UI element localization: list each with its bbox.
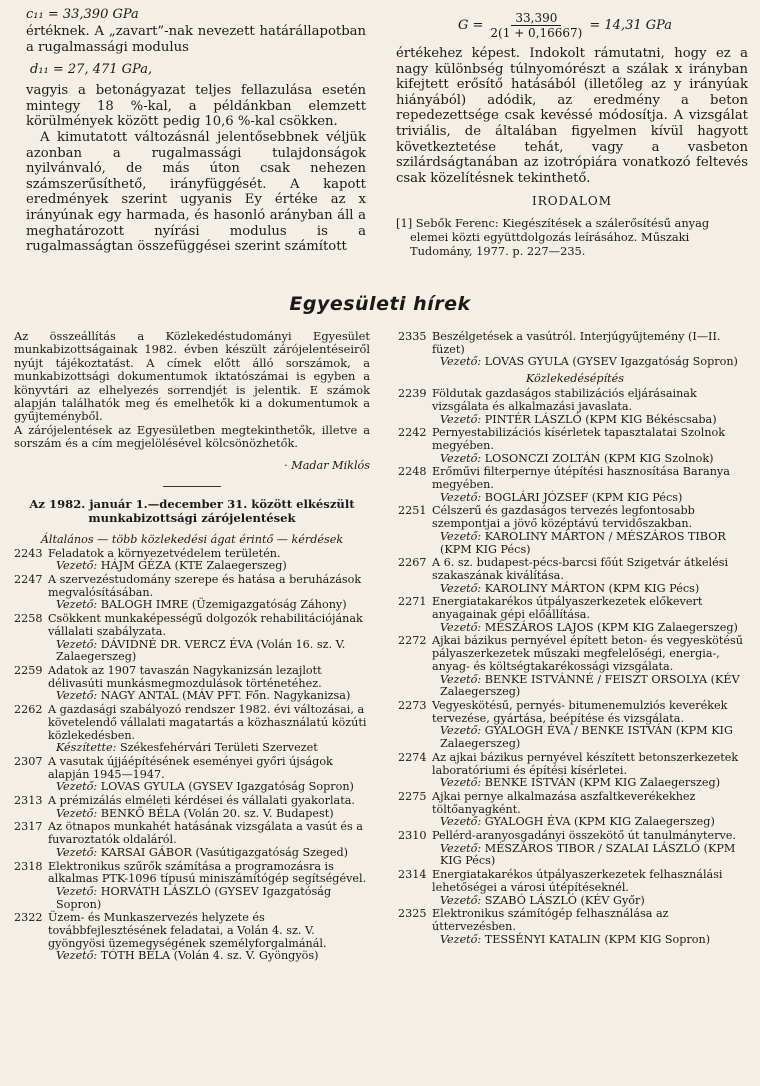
report-leader [432,453,752,466]
report-title: Adatok az 1907 tavaszán Nagykanizsán lezajlott délivasúti munkásmegmozdulások történetéhez. [48,663,322,690]
leader-name: GYALOGH ÉVA (KPM KIG Zalaegerszeg) [484,815,715,829]
leader-name: GYALOGH ÉVA / BENKE ISTVÁN (KPM KIG Zalaegerszeg) [440,724,733,751]
report-entry [398,791,752,829]
report-entry [14,756,370,794]
report-entry [398,596,752,634]
report-title: Energiatakarékos útpályaszerkezetek felhasználási lehetőségei a városi útépítéseknél. [432,868,723,894]
report-entry [398,388,752,426]
report-leader [432,492,752,505]
article-paragraph: értéknek. A „zavart”-nak nevezett határállapotban a rugalmassági modulus [26,24,366,55]
leader-name: LOSONCZI ZOLTÁN (KPM KIG Szolnok) [484,451,714,465]
report-entry [14,574,370,612]
report-number: 2317 [14,820,43,834]
leader-label: Készítette: [56,741,117,755]
list-title-line: munkabizottsági zárójelentések [88,510,296,525]
report-title: Ajkai pernye alkalmazása aszfaltkeverékekhez töltőanyagként. [432,789,696,816]
report-body [432,427,752,465]
report-leader [48,781,370,794]
report-body [48,704,370,755]
leader-label: Vezető: [440,529,482,543]
report-title: Beszélgetések a vasútról. Interjúgyűjtemény (I—II. füzet) [432,330,721,356]
report-number: 2242 [398,426,427,440]
report-title: Energiatakarékos útpályaszerkezetek előkevert anyagainak gépi előállítása. [432,595,703,622]
news-column-right [398,330,752,946]
report-leader [432,622,752,635]
report-leader [432,777,752,790]
formula-lhs: G = [458,18,484,33]
leader-label: Vezető: [56,559,98,573]
formula-shear-modulus [458,6,748,46]
report-leader [48,639,370,664]
report-leader [48,847,370,860]
report-body [432,466,752,504]
news-intro: Az összeállítás a Közlekedéstudományi Egyesület munkabizottságainak 1982. évben készült zárójelentéseiről nyújt tájékoztatást. A címek előtt álló sorszámok, a munkabizottsági dokumentumok iktatószámai is egyben a könyvtári az elhelyezés sorrendjét is jelentik. E számok alapján találhatók meg és emelhetők ki a dokumentumok a gyűjteményből. [14,329,370,424]
leader-label: Vezető: [440,672,482,686]
report-entry [398,908,752,946]
report-title: A vasutak újjáépítésének eseményei győri újságok alapján 1945—1947. [48,754,333,781]
report-entry [398,557,752,595]
leader-name: MÉSZÁROS LAJOS (KPM KIG Zalaegerszeg) [484,620,738,634]
report-entry [14,665,370,703]
report-leader [432,356,752,369]
formula-rhs: = 14,31 GPa [589,18,673,33]
report-entry [14,795,370,820]
report-entry [14,704,370,755]
report-body [432,596,752,634]
report-list-right-road [398,388,752,946]
report-title: A szervezéstudomány szerepe és hatása a beruházások megvalósításában. [48,573,362,599]
leader-name: SZABÓ LÁSZLÓ (KÉV Győr) [484,893,645,907]
report-title: A gazdasági szabályozó rendszer 1982. évi változásai, a követelendő vállalati magatartás a közhasználatú közúti közlekedésben. [48,703,367,742]
leader-label: Vezető: [56,806,98,820]
formula-numerator: 33,390 [511,11,561,26]
article-paragraph: értékehez képest. Indokolt rámutatni, hogy ez a nagy különbség túlnyomórészt a szálak x irányban kifejtett erősítő hatásából (illetőleg az y irányúak hiányából) adódik, az eredmény a beton repedezettsége csak kevéssé módosítja. A vizsgálat triviális, de általában figyelmen kívül hagyott következtetése tehát, vagy a vasbeton szilárdságtanában az izotrópiára vonatkozó feltevés csak közelítésnek tekinthető. [396,46,748,186]
report-body [432,557,752,595]
report-number: 2262 [14,703,43,717]
section-title: Egyesületi hírek [289,293,471,315]
report-number: 2307 [14,754,43,768]
report-title: Csökkent munkaképességű dolgozók rehabilitációjának vállalati szabályzata. [48,612,363,638]
report-leader [432,934,752,947]
leader-name: HORVÁTH LÁSZLÓ (GYSEV Igazgatóság Sopron) [56,884,332,911]
report-body [432,388,752,426]
report-leader [432,843,752,868]
leader-label: Vezető: [440,490,482,504]
report-title: Vegyeskötésű, pernyés- bitumenemulziós keverékek tervezése, gyártása, beépítése és vizsgálata. [432,698,728,725]
leader-label: Vezető: [440,620,482,634]
leader-name: KAROLINY MÁRTON / MÉSZÁROS TIBOR (KPM KIG Pécs) [440,529,726,556]
leader-label: Vezető: [56,689,98,703]
leader-name: Székesfehérvári Területi Szervezet [119,741,318,755]
leader-name: BOGLÁRI JÓZSEF (KPM KIG Pécs) [484,490,683,504]
leader-label: Vezető: [440,841,482,855]
report-number: 2267 [398,556,427,570]
leader-name: NAGY ANTAL (MÁV PFT. Főn. Nagykanizsa) [100,689,351,703]
leader-name: BENKE ISTVÁN (KPM KIG Zalaegerszeg) [484,776,721,790]
article-column-right [396,6,748,258]
category-heading: Általános — több közlekedési ágat érintő — kérdések [40,532,344,546]
report-leader [432,414,752,427]
report-title: Pellérd-aranyosgadányi összekötő út tanulmánytervе. [432,829,736,843]
report-body [48,665,370,703]
report-entry [398,869,752,907]
leader-name: HÁJM GÉZA (KTE Zalaegerszeg) [100,559,287,573]
article-paragraph: vagyis a betonágyazat teljes fellazulása esetén mintegy 18 %-kal, a példánkban elemzett körülmények között pedig 10,6 %-kal csökken. [26,83,366,130]
report-title: Pernyestabilizációs kísérletek tapasztalatai Szolnok megyében. [432,426,726,452]
report-title: Az ajkai bázikus pernyével készített betonszerkezetek laboratóriumi és építési kísérletei. [432,750,739,777]
report-body [432,869,752,907]
report-leader [48,560,370,573]
leader-name: BALOGH IMRE (Üzemigazgatóság Záhony) [100,598,347,612]
report-entry [398,427,752,465]
report-leader [48,599,370,612]
leader-name: TESSÉNYI KATALIN (KPM KIG Sopron) [484,932,711,946]
leader-label: Vezető: [440,355,482,369]
leader-name: BENKE ISTVÁNNÉ / FEISZT ORSOLYA (KÉV Zalaegerszeg) [440,672,740,699]
report-leader [48,886,370,911]
report-entry [398,635,752,699]
report-body [432,752,752,790]
report-number: 2325 [398,907,427,921]
report-number: 2314 [398,868,427,882]
report-title: A prémizálás elméleti kérdései és vállalati gyakorlata. [48,794,355,808]
report-leader [432,816,752,829]
divider [163,486,221,487]
report-leader [48,808,370,821]
report-number: 2273 [398,698,427,712]
formula-c11: c₁₁ = 33,390 GPa [26,7,139,22]
formula-fraction [486,11,586,41]
report-body [48,795,370,820]
report-body [48,861,370,912]
report-body [432,830,752,868]
report-number: 2258 [14,612,43,626]
report-body [48,912,370,963]
leader-label: Vezető: [440,412,482,426]
report-number: 2335 [398,330,427,343]
report-leader [432,725,752,750]
report-title: Feladatok a környezetvédelem területén. [48,546,281,560]
leader-label: Vezető: [56,780,98,794]
report-body [432,635,752,699]
list-title-line: Az 1982. január 1.—december 31. között elkészült [29,496,355,511]
report-leader [432,583,752,596]
report-body [432,700,752,751]
leader-name: PINTÉR LÁSZLÓ (KPM KIG Békéscsaba) [484,412,717,426]
report-entry [398,466,752,504]
leader-label: Vezető: [56,884,98,898]
leader-label: Vezető: [56,949,98,963]
report-number: 2318 [14,859,43,873]
news-intro-2: A zárójelentések az Egyesületben megtekinthetők, illetve a sorszám és a cím megjelölésével kölcsönözhetők. [14,422,370,451]
list-title [14,497,370,525]
leader-name: LOVAS GYULA (GYSEV Igazgatóság Sopron) [484,355,738,369]
report-body [48,574,370,612]
leader-label: Vezető: [440,776,482,790]
report-leader [48,950,370,963]
report-body [432,791,752,829]
report-body [48,613,370,664]
report-body [48,548,370,573]
leader-label: Vezető: [440,932,482,946]
leader-label: Vezető: [56,637,98,651]
leader-name: BENKŐ BÉLA (Volán 20. sz. V. Budapest) [100,806,334,820]
report-list-left [14,548,370,964]
report-entry [398,331,752,369]
leader-name: TÓTH BÉLA (Volán 4. sz. V. Gyöngyös) [100,949,319,963]
literature-heading: IRODALOM [532,194,612,209]
category-heading: Közlekedésépítés [525,372,625,386]
author-signature: · Madar Miklós [284,458,370,472]
report-entry [398,700,752,751]
report-entry [14,912,370,963]
leader-name: DÁVIDNÉ DR. VERCZ ÉVA (Volán 16. sz. V. Zalaegerszeg) [56,637,346,664]
formula-denominator: 2(1 + 0,16667) [490,26,583,40]
report-number: 2271 [398,595,427,609]
report-number: 2275 [398,789,427,803]
leader-label: Vezető: [440,893,482,907]
report-title: Üzem- és Munkaszervezés helyzete és továbbfejlesztésének feladatai, a Volán 4. sz. V. gyöngyösi üzemegységének személyforgalmánál. [48,911,327,950]
report-leader [432,674,752,699]
leader-name: KARSAI GÁBOR (Vasútigazgatóság Szeged) [100,845,348,859]
report-entry [14,613,370,664]
report-title: Az ötnapos munkahét hatásának vizsgálata a vasút és a fuvaroztatók oldaláról. [48,820,363,847]
report-entry [398,830,752,868]
report-title: Földutak gazdaságos stabilizációs eljárásainak vizsgálata és alkalmazási javaslata. [432,387,697,413]
report-number: 2272 [398,634,427,648]
report-entry [14,821,370,859]
report-number: 2243 [14,546,43,560]
report-entry [14,548,370,573]
report-leader [48,690,370,703]
leader-name: KAROLINY MÁRTON (KPM KIG Pécs) [484,581,700,595]
leader-label: Vezető: [56,845,98,859]
report-title: Elektronikus számítógép felhasználása az úttervezésben. [432,907,669,933]
report-entry [14,861,370,912]
report-number: 2313 [14,794,43,808]
article-column-left [26,6,366,255]
report-title: Erőművi filterpernye útépítési hasznosítása Baranya megyében. [432,465,730,492]
leader-name: LOVAS GYULA (GYSEV Igazgatóság Sopron) [100,780,354,794]
report-number: 2310 [398,829,427,843]
news-column-left [14,330,370,963]
report-body [432,908,752,946]
report-entry [398,505,752,556]
leader-label: Vezető: [56,598,98,612]
report-body [48,821,370,859]
formula-d11: d₁₁ = 27, 471 GPa, [30,62,153,78]
report-number: 2248 [398,465,427,479]
leader-label: Vezető: [440,815,482,829]
article-paragraph: A kimutatott változásnál jelentősebbnek véljük azonban a rugalmassági tulajdonságok nyilvánvaló, de más úton csak nehezen számszerűsíthető, irányfüggését. A kapott eredmények szerint ugyanis Ey értéke az x irányúnak egy harmada, és hasonló arányban áll a meghatározott nyírási modulus is a rugalmasságtan összefüggései szerint számított [26,129,366,255]
report-leader [48,742,370,755]
leader-name: MÉSZÁROS TIBOR / SZALAI LÁSZLÓ (KPM KIG Pécs) [440,841,736,868]
report-number: 2239 [398,387,427,401]
literature-item: [1] Sebők Ferenc: Kiegészítések a szálerősítésű anyag elemei közti együttdolgozás leírásához. Műszaki Tudomány, 1977. p. 227—235. [396,216,710,259]
report-leader [432,531,752,556]
report-list-right-general [398,331,752,369]
report-body [48,756,370,794]
report-leader [432,895,752,908]
report-number: 2259 [14,663,43,677]
report-number: 2274 [398,750,427,764]
report-title: Ajkai bázikus pernyével épített beton- és vegyeskötésű pályaszerkezetek műszaki megfelelőségi, energia-, anyag- és költségtakarékossági vizsgálata. [432,634,743,673]
leader-label: Vezető: [440,451,482,465]
report-body [432,505,752,556]
report-number: 2251 [398,504,427,518]
report-title: A 6. sz. budapest-pécs-barcsi főút Szigetvár átkelési szakaszának kiválítása. [432,556,729,582]
report-body [432,331,752,369]
leader-label: Vezető: [440,581,482,595]
report-number: 2247 [14,573,43,587]
report-number: 2322 [14,911,43,925]
report-title: Célszerű és gazdaságos tervezés legfontosabb szempontjai a jövő középtávú tervidőszakban. [432,504,695,531]
report-entry [398,752,752,790]
report-title: Elektronikus szűrők számítása a programozásra is alkalmas PTK-1096 típusú miniszámítógép segítségével. [48,859,367,886]
leader-label: Vezető: [440,724,482,738]
